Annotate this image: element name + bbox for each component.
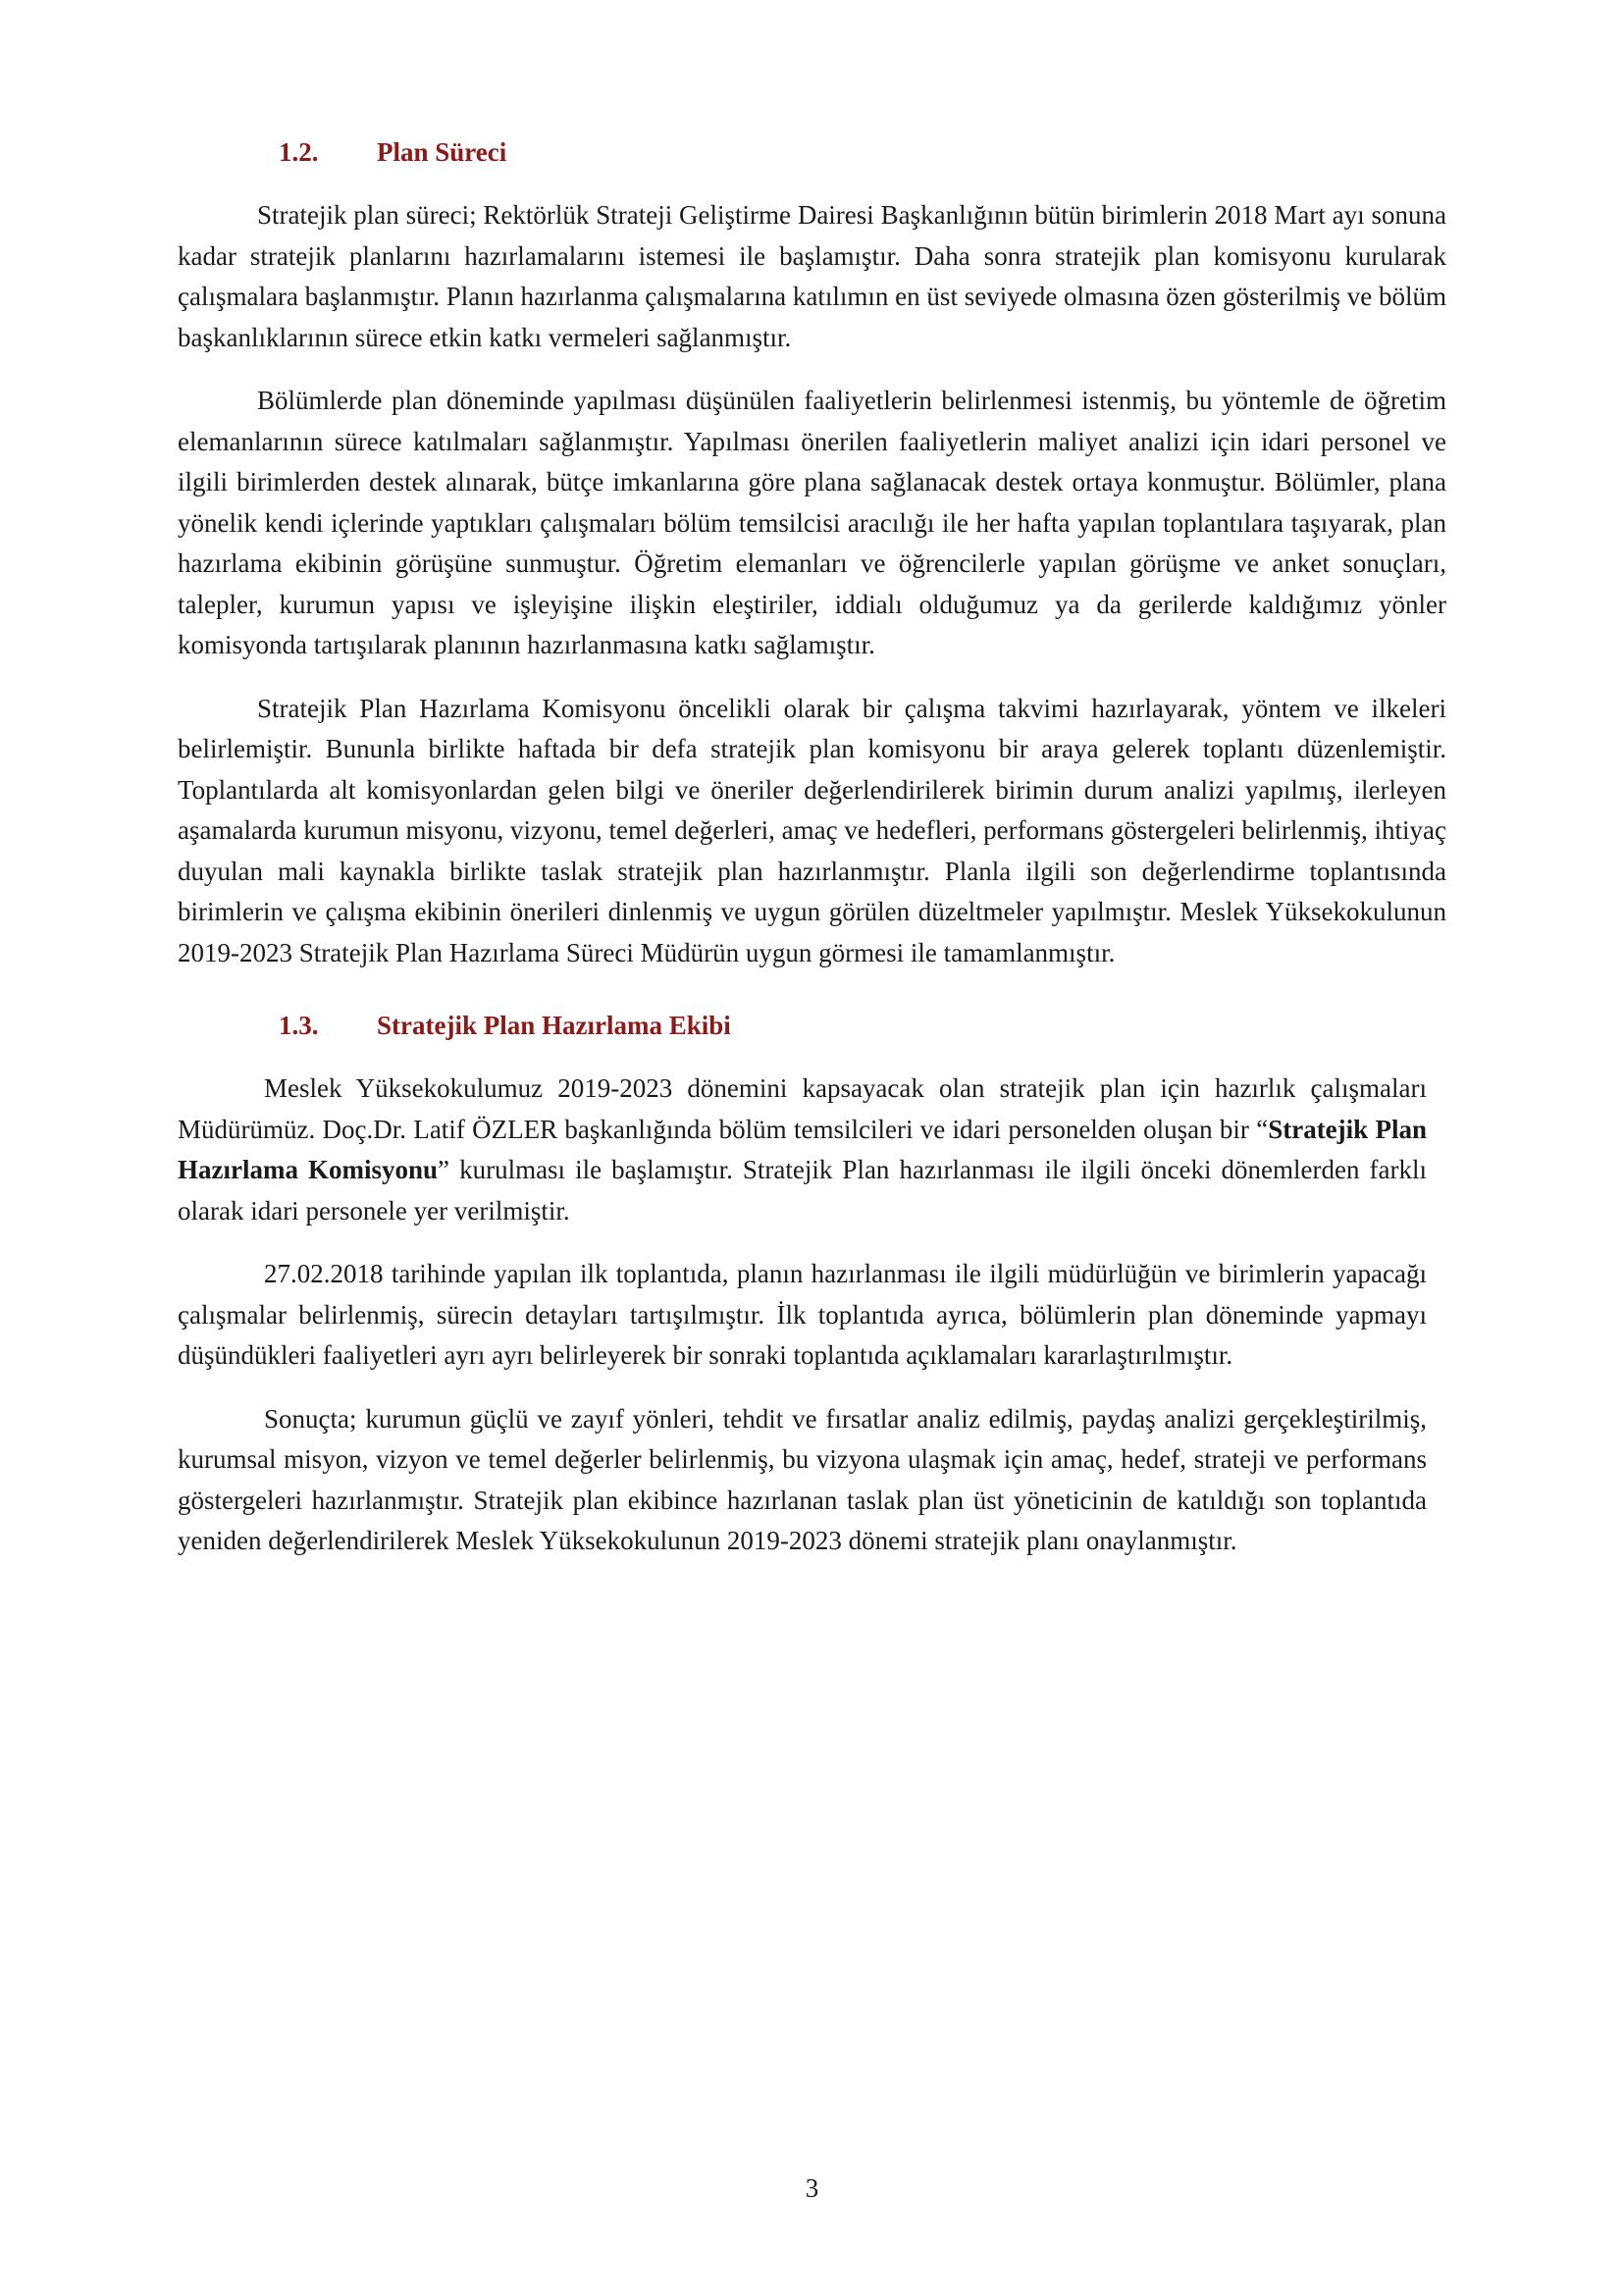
- section-plan-sureci: [178, 137, 1446, 973]
- paragraph: [178, 1069, 1446, 1231]
- paragraph-text: ” kurulması ile başlamıştır. Stratejik Plan hazırlanması ile ilgili önceki dönemlerden farklı olarak idari personele yer verilmiştir.: [178, 1155, 1428, 1226]
- paragraph: Sonuçta; kurumun güçlü ve zayıf yönleri, tehdit ve fırsatlar analiz edilmiş, paydaş analizi gerçekleştirilmiş, kurumsal misyon, vizyon ve temel değerler belirlenmiş, bu vizyona ulaşmak için amaç, hedef, strateji ve performans göstergeleri hazırlanmıştır. Stratejik plan ekibince hazırlanan taslak plan üst yöneticinin de katıldığı son toplantıda yeniden değerlendirilerek Meslek Yüksekokulunun 2019-2023 dönemi stratejik planı onaylanmıştır.: [178, 1403, 1427, 1555]
- paragraph: 27.02.2018 tarihinde yapılan ilk toplantıda, planın hazırlanması ile ilgili müdürlüğün ve birimlerin yapacağı çalışmalar belirlenmiş, sürecin detayları tartışılmıştır. İlk toplantıda ayrıca, bölümlerin plan döneminde yapmayı düşündükleri faaliyetleri ayrı ayrı belirleyerek bir sonraki toplantıda açıklamaları kararlaştırılmıştır.: [178, 1259, 1427, 1370]
- section-heading: [178, 137, 1446, 168]
- section-heading: [178, 1011, 1446, 1041]
- section-title: Plan Süreci: [377, 137, 507, 167]
- paragraph-text: Meslek Yüksekokulumuz 2019-2023 dönemini kapsayacak olan stratejik plan için hazırlık çalışmaları Müdürümüz. Doç.Dr. Latif ÖZLER başkanlığında bölüm temsilcileri ve idari personelden oluşan bir “: [178, 1073, 1427, 1144]
- paragraph: Stratejik plan süreci; Rektörlük Strateji Geliştirme Dairesi Başkanlığının bütün birimlerin 2018 Mart ayı sonuna kadar stratejik planlarını hazırlamalarını istemesi ile başlamıştır. Daha sonra stratejik plan komisyonu kurularak çalışmalara başlanmıştır. Planın hazırlanma çalışmalarına katılımın en üst seviyede olmasına özen gösterilmiş ve bölüm başkanlıklarının sürece etkin katkı vermeleri sağlanmıştır.: [178, 200, 1446, 352]
- page-number: 3: [805, 2173, 819, 2203]
- page-content: [178, 137, 1446, 1585]
- paragraph: Stratejik Plan Hazırlama Komisyonu öncelikli olarak bir çalışma takvimi hazırlayarak, yöntem ve ilkeleri belirlemiştir. Bununla birlikte haftada bir defa stratejik plan komisyonu bir araya gelerek toplantı düzenlemiştir. Toplantılarda alt komisyonlardan gelen bilgi ve öneriler değerlendirilerek birimin durum analizi yapılmış, ilerleyen aşamalarda kurumun misyonu, vizyonu, temel değerleri, amaç ve hedefleri, performans göstergeleri belirlenmiş, ihtiyaç duyulan mali kaynakla birlikte taslak stratejik plan hazırlanmıştır. Planla ilgili son değerlendirme toplantısında birimlerin ve çalışma ekibinin önerileri dinlenmiş ve uygun görülen düzeltmeler yapılmıştır. Meslek Yüksekokulunun 2019-2023 Stratejik Plan Hazırlama Süreci Müdürün uygun görmesi ile tamamlanmıştır.: [178, 693, 1446, 967]
- section-hazirlama-ekibi: [178, 1011, 1446, 1562]
- bold-commission-name: Stratejik Plan Hazırlama Komisyonu: [178, 1114, 1427, 1184]
- section-title: Stratejik Plan Hazırlama Ekibi: [377, 1011, 731, 1040]
- section-number: 1.3.: [279, 1011, 319, 1040]
- section-number: 1.2.: [279, 137, 319, 167]
- paragraph: Bölümlerde plan döneminde yapılması düşünülen faaliyetlerin belirlenmesi istenmiş, bu yöntemle de öğretim elemanlarının sürece katılmaları sağlanmıştır. Yapılması önerilen faaliyetlerin maliyet analizi için idari personel ve ilgili birimlerden destek alınarak, bütçe imkanlarına göre plana sağlanacak destek ortaya konmuştur. Bölümler, plana yönelik kendi içlerinde yaptıkları çalışmaları bölüm temsilcisi aracılığı ile her hafta yapılan toplantılara taşıyarak, plan hazırlama ekibinin görüşüne sunmuştur. Öğretim elemanları ve öğrencilerle yapılan görüşme ve anket sonuçları, talepler, kurumun yapısı ve işleyişine ilişkin eleştiriler, iddialı olduğumuz ya da gerilerde kaldığımız yönler komisyonda tartışılarak planının hazırlanmasına katkı sağlamıştır.: [178, 386, 1446, 659]
